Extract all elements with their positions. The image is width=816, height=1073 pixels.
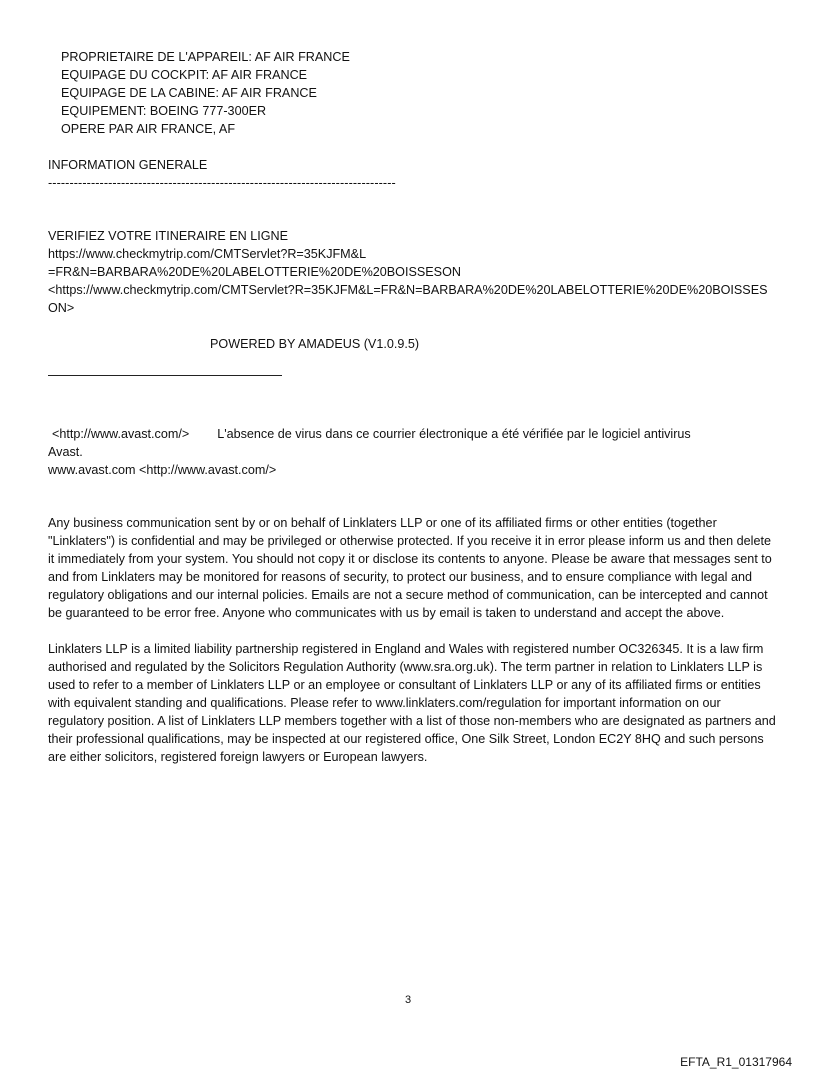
document-id: EFTA_R1_01317964: [680, 1055, 792, 1069]
confidentiality-disclaimer: [48, 514, 778, 622]
disclaimer-paragraph: Any business communication sent by or on behalf of Linklaters LLP or one of its affiliated firms or other entities (together "Linklaters") is confidential and may be privileged or otherwise protected. If you receive it in error please inform us and then delete it immediately from your system. You should not copy it or disclose its contents to anyone. Please be aware that messages sent to and from Linklaters may be monitored for reasons of security, to protect our business, and to ensure compliance with legal and regulatory obligations and our internal policies. Emails are not a secure method of communication, can be intercepted and cannot be guaranteed to be error free. Anyone who communicates with us by email is taken to understand and accept the above.: [48, 516, 772, 620]
general-info-heading: INFORMATION GENERALE: [48, 158, 208, 172]
powered-by-amadeus: POWERED BY AMADEUS (V1.0.9.5): [210, 337, 420, 351]
avast-message: L'absence de virus dans ce courrier électronique a été vérifiée par le logiciel antivirus: [217, 427, 691, 441]
avast-link[interactable]: <http://www.avast.com/>: [52, 427, 190, 441]
itinerary-url-line-2[interactable]: =FR&N=BARBARA%20DE%20LABELOTTERIE%20DE%20BOISSESON: [48, 265, 461, 279]
legal-notice: [48, 640, 778, 766]
itinerary-heading: VERIFIEZ VOTRE ITINERAIRE EN LIGNE: [48, 229, 289, 243]
operator-line: OPERE PAR AIR FRANCE, AF: [61, 122, 236, 136]
avast-footer-link[interactable]: www.avast.com <http://www.avast.com/>: [48, 463, 277, 477]
equipment-line: EQUIPEMENT: BOEING 777-300ER: [61, 104, 267, 118]
cockpit-crew-line: EQUIPAGE DU COCKPIT: AF AIR FRANCE: [61, 68, 308, 82]
avast-notice: [48, 425, 778, 443]
itinerary-section: [48, 227, 773, 317]
page-number: 3: [404, 994, 412, 1006]
dashed-separator: ---------------------------------------------------------------------------------: [48, 176, 396, 190]
itinerary-url-full[interactable]: <https://www.checkmytrip.com/CMTServlet?R=35KJFM&L=FR&N=BARBARA%20DE%20LABELOTTERIE%20DE%20BOISSESON>: [48, 283, 768, 315]
itinerary-url-line-1[interactable]: https://www.checkmytrip.com/CMTServlet?R=35KJFM&L: [48, 247, 367, 261]
cabin-crew-line: EQUIPAGE DE LA CABINE: AF AIR FRANCE: [61, 86, 317, 100]
avast-message-continued: Avast.: [48, 445, 83, 459]
signature-divider: [48, 375, 282, 376]
aircraft-owner-line: PROPRIETAIRE DE L'APPAREIL: AF AIR FRANCE: [61, 50, 350, 64]
legal-paragraph: Linklaters LLP is a limited liability partnership registered in England and Wales with registered number OC326345. It is a law firm authorised and regulated by the Solicitors Regulation Authority (www.sra.org.uk). The term partner in relation to Linklaters LLP is used to refer to a member of Linklaters LLP or an employee or consultant of Linklaters LLP or any of its affiliated firms or entities with equivalent standing and qualifications. Please refer to www.linklaters.com/regulation for important information on our regulatory position. A list of Linklaters LLP members together with a list of those non-members who are designated as partners and their professional qualifications, may be inspected at our registered office, One Silk Street, London EC2Y 8HQ and such persons are either solicitors, registered foreign lawyers or European lawyers.: [48, 642, 776, 764]
flight-details: [61, 48, 350, 138]
